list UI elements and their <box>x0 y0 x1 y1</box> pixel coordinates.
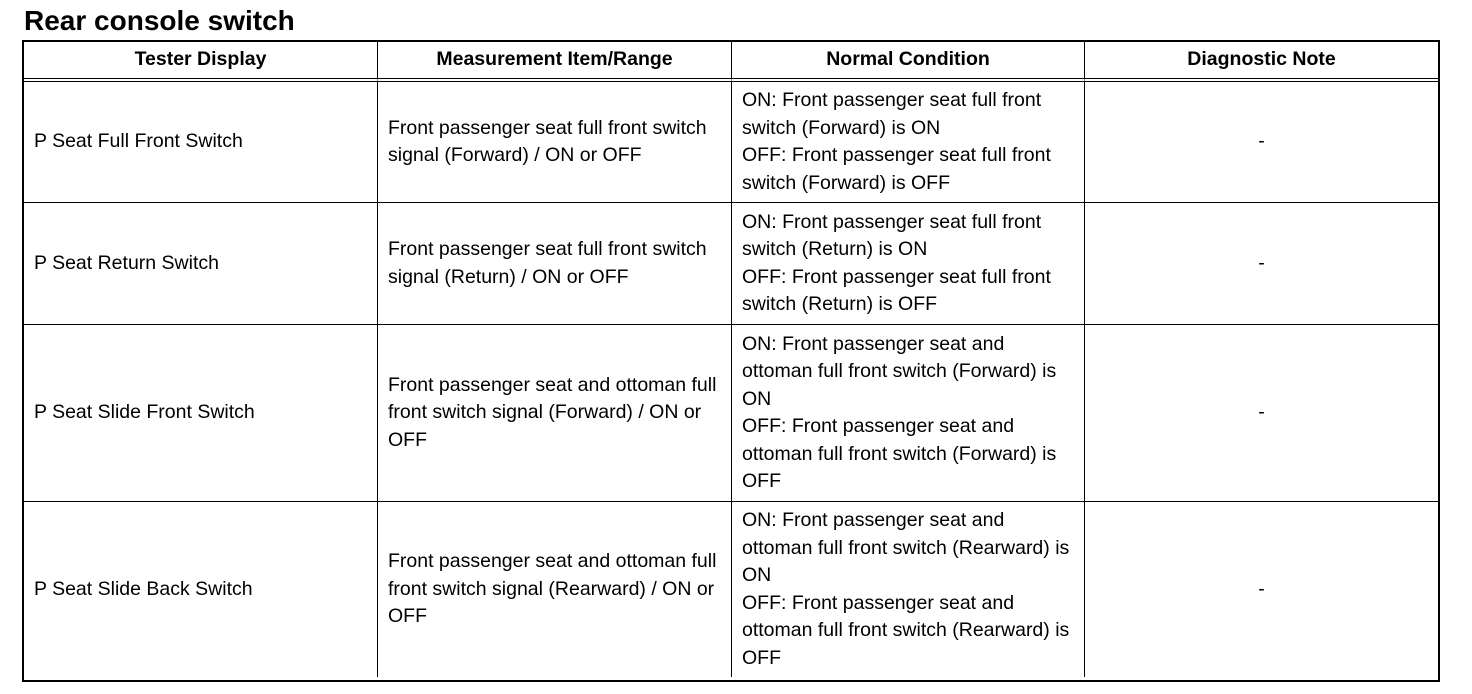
cell-measurement: Front passenger seat and ottoman full front switch signal (Forward) / ON or OFF <box>378 325 732 502</box>
cell-normal-condition <box>732 82 1085 203</box>
table-row <box>24 325 1438 502</box>
header-normal-condition: Normal Condition <box>732 42 1085 82</box>
cell-normal-condition <box>732 325 1085 502</box>
cell-measurement: Front passenger seat and ottoman full front switch signal (Rearward) / ON or OFF <box>378 502 732 677</box>
header-measurement: Measurement Item/Range <box>378 42 732 82</box>
table-row <box>24 203 1438 325</box>
normal-on-text: ON: Front passenger seat full front switch (Forward) is ON <box>742 89 1042 139</box>
header-diagnostic-note: Diagnostic Note <box>1085 42 1438 82</box>
table-row <box>24 502 1438 677</box>
page-title: Rear console switch <box>24 5 295 36</box>
cell-diagnostic-note: - <box>1085 203 1438 325</box>
diagnostic-table <box>24 42 1438 677</box>
cell-measurement: Front passenger seat full front switch signal (Return) / ON or OFF <box>378 203 732 325</box>
cell-tester-display: P Seat Slide Front Switch <box>24 325 378 502</box>
cell-normal-condition <box>732 502 1085 677</box>
cell-measurement: Front passenger seat full front switch signal (Forward) / ON or OFF <box>378 82 732 203</box>
cell-tester-display: P Seat Slide Back Switch <box>24 502 378 677</box>
cell-diagnostic-note: - <box>1258 577 1265 600</box>
cell-diagnostic-note: - <box>1085 325 1438 502</box>
cell-normal-condition <box>732 203 1085 325</box>
cell-diagnostic-note: - <box>1085 82 1438 203</box>
normal-off-text: OFF: Front passenger seat and ottoman full front switch (Rearward) is OFF <box>742 591 1070 669</box>
diagnostic-table-frame <box>22 40 1440 682</box>
normal-off-text: OFF: Front passenger seat full front switch (Forward) is OFF <box>742 144 1051 194</box>
normal-on-text: ON: Front passenger seat and ottoman full front switch (Forward) is ON <box>742 332 1057 410</box>
normal-off-text: OFF: Front passenger seat full front switch (Return) is OFF <box>742 265 1051 315</box>
normal-on-text: ON: Front passenger seat full front switch (Return) is ON <box>742 210 1042 260</box>
normal-on-text: ON: Front passenger seat and ottoman full front switch (Rearward) is ON <box>742 509 1070 586</box>
table-row <box>24 82 1438 203</box>
cell-tester-display: P Seat Return Switch <box>24 203 378 325</box>
cell-tester-display: P Seat Full Front Switch <box>24 82 378 203</box>
table-header-row <box>24 42 1438 82</box>
header-tester-display: Tester Display <box>24 42 378 82</box>
normal-off-text: OFF: Front passenger seat and ottoman full front switch (Forward) is OFF <box>742 415 1057 492</box>
